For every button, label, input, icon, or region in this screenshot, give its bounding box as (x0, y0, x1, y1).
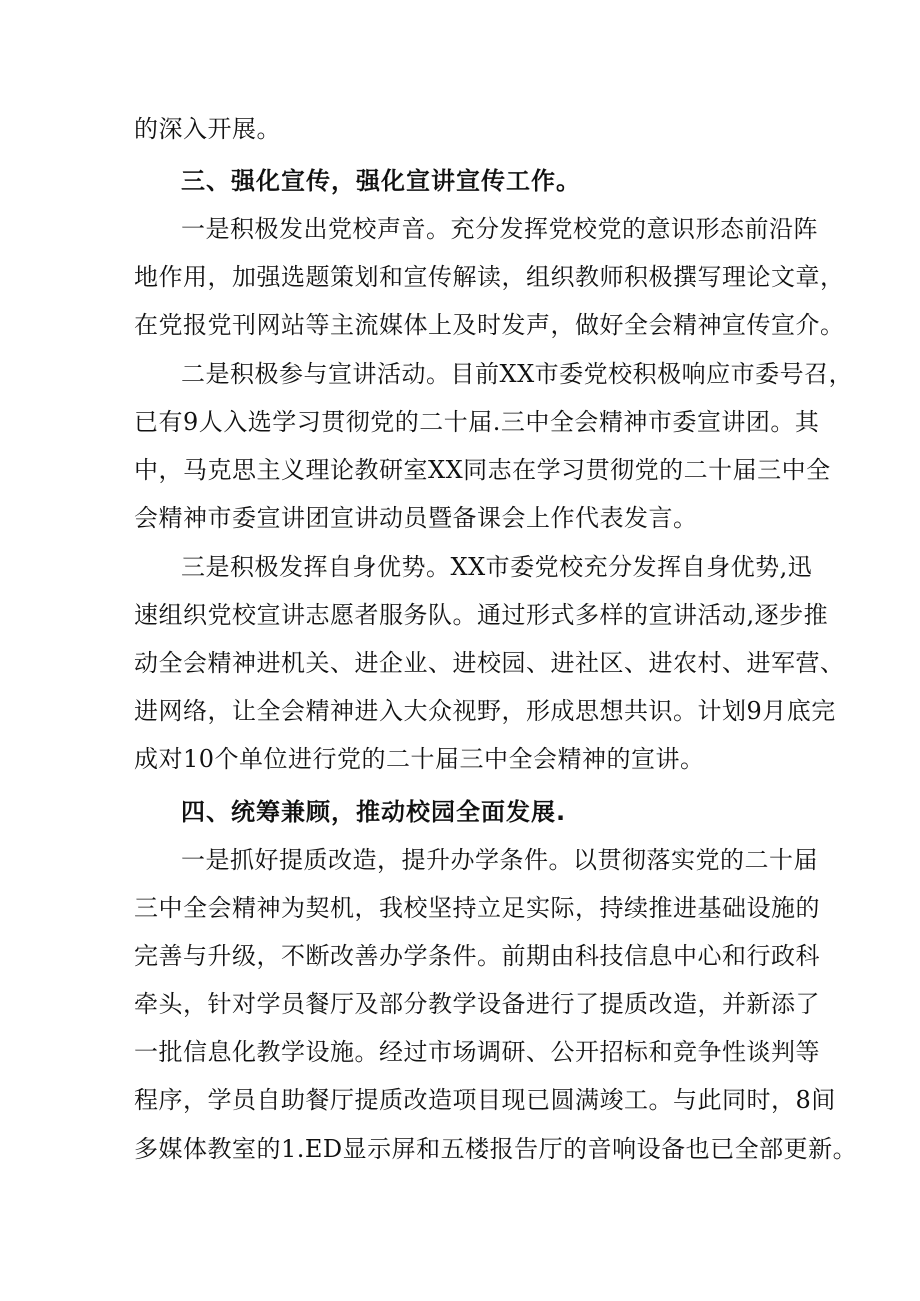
paragraph-line: 二是积极参与宣讲活动。目前XX市委党校积极响应市委号召， (181, 360, 854, 388)
paragraph-line: 会精神市委宣讲团宣讲动员暨备课会上作代表发言。 (134, 504, 698, 532)
section-heading-three: 三、强化宣传，强化宣讲宣传工作。 (181, 167, 581, 195)
paragraph-line: 程序，学员自助餐厅提质改造项目现已圆满竣工。与此同时，8间 (134, 1086, 836, 1114)
paragraph-line: 完善与升级，不断改善办学条件。前期由科技信息中心和行政科 (134, 942, 820, 970)
paragraph-line: 速组织党校宣讲志愿者服务队。通过形式多样的宣讲活动,逐步推 (134, 601, 829, 629)
paragraph-line: 成对10个单位进行党的二十届三中全会精神的宣讲。 (134, 745, 705, 773)
paragraph-line: 动全会精神进机关、进企业、进校园、进社区、进农村、进军营、 (134, 649, 845, 677)
paragraph-line: 一是积极发出党校声音。充分发挥党校党的意识形态前沿阵 (181, 215, 818, 243)
paragraph-line: 牵头，针对学员餐厅及部分教学设备进行了提质改造，并新添了 (134, 990, 820, 1018)
paragraph-line: 三是积极发挥自身优势。XX市委党校充分发挥自身优势,迅 (181, 553, 813, 581)
section-heading-four: 四、统筹兼顾，推动校园全面发展. (181, 798, 567, 826)
paragraph-line: 进网络，让全会精神进入大众视野，形成思想共识。计划9月底完 (134, 697, 836, 725)
paragraph-line: 已有9人入选学习贯彻党的二十届.三中全会精神市委宣讲团。其 (134, 408, 820, 436)
paragraph-line: 中，马克思主义理论教研室XX同志在学习贯彻党的二十届三中全 (134, 456, 831, 484)
paragraph-line: 在党报党刊网站等主流媒体上及时发声，做好全会精神宣传宣介。 (134, 311, 845, 339)
text-line: 的深入开展。 (134, 115, 281, 143)
paragraph-line: 一批信息化教学设施。经过市场调研、公开招标和竞争性谈判等 (134, 1038, 820, 1066)
paragraph-line: 三中全会精神为契机，我校坚持立足实际，持续推进基础设施的 (134, 894, 820, 922)
paragraph-line: 地作用，加强选题策划和宣传解读，组织教师积极撰写理论文章， (134, 263, 845, 291)
paragraph-line: 一是抓好提质改造，提升办学条件。以贯彻落实党的二十届 (181, 846, 818, 874)
paragraph-line: 多媒体教室的1.ED显示屏和五楼报告厅的音响设备也已全部更新。 (134, 1135, 858, 1163)
